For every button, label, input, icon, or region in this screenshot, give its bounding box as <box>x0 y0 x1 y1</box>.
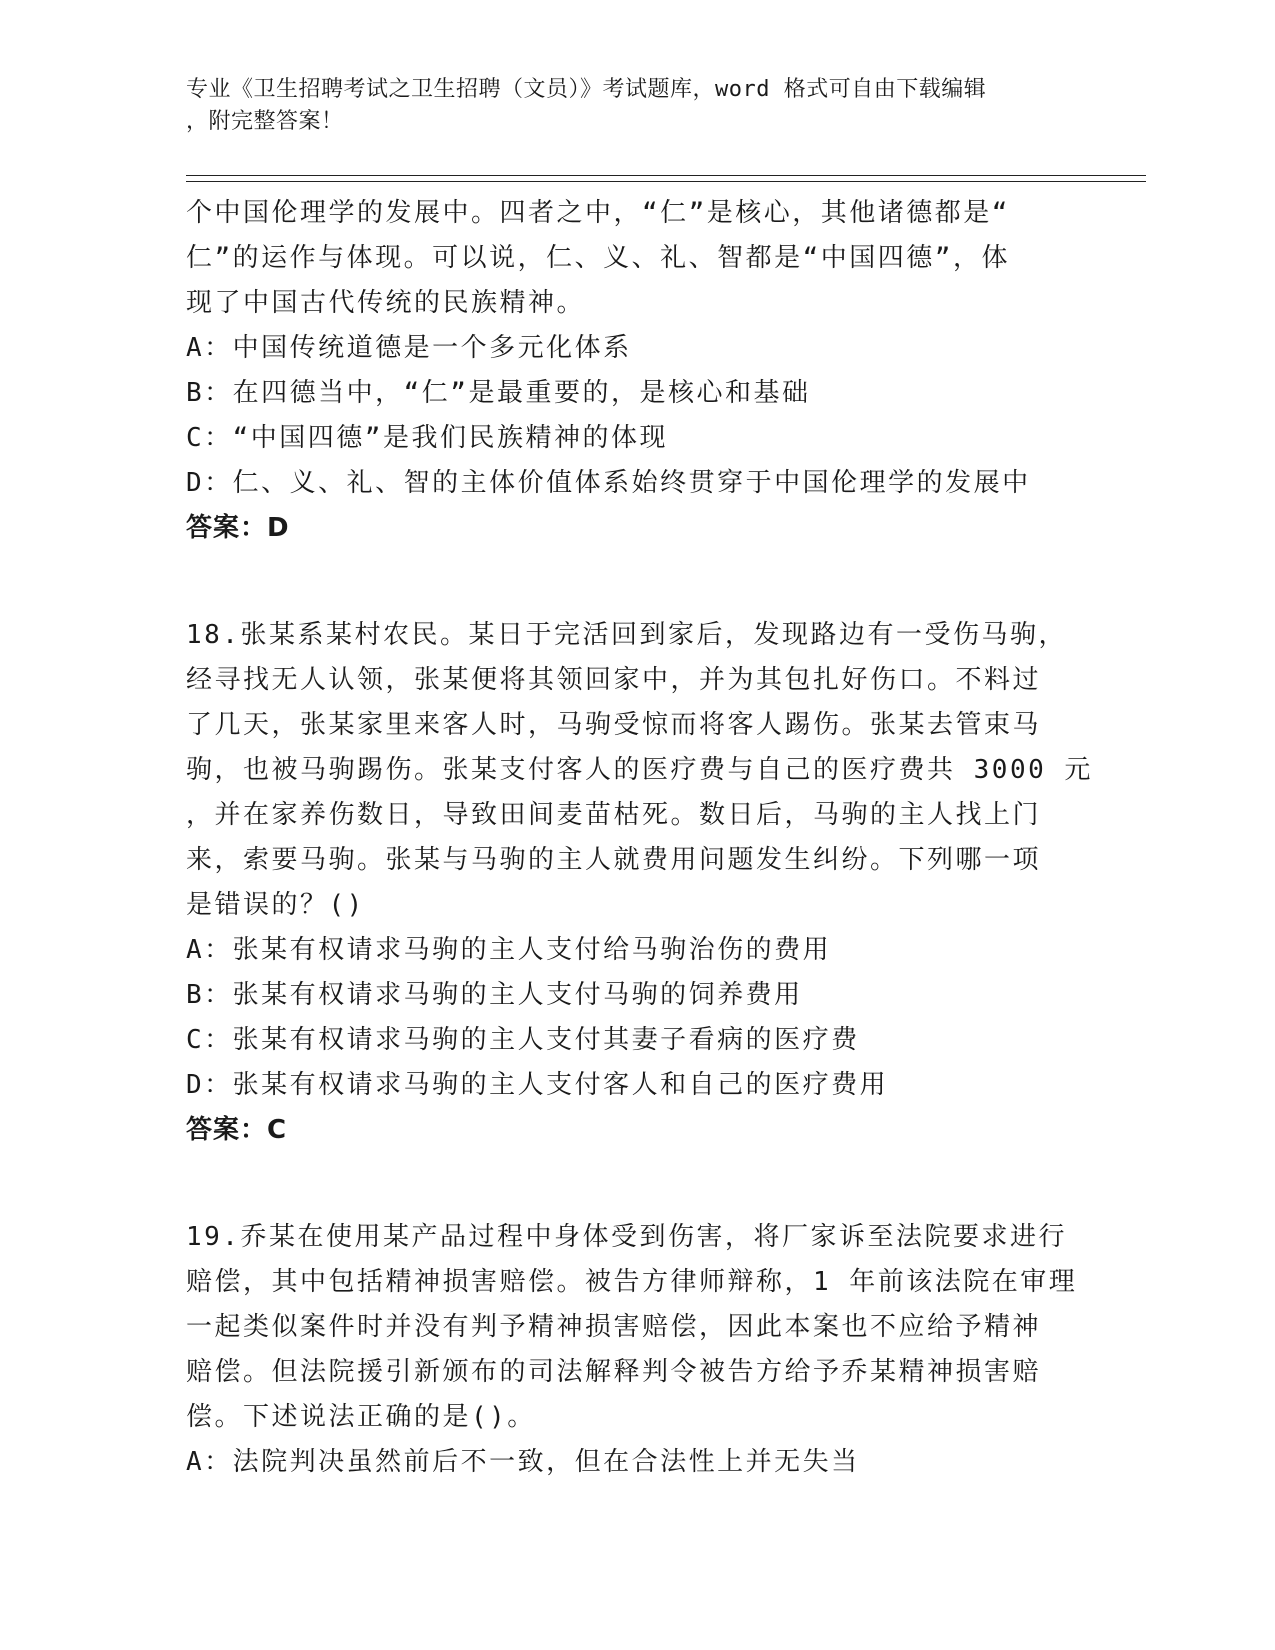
spacer <box>186 1153 1086 1215</box>
option-b: B：在四德当中，“仁”是最重要的，是核心和基础 <box>186 378 811 408</box>
document-body <box>186 191 1093 1485</box>
option-b: B：张某有权请求马驹的主人支付马驹的饲养费用 <box>186 980 803 1010</box>
header-line-1: 专业《卫生招聘考试之卫生招聘（文员）》考试题库，word 格式可自由下载编辑 <box>186 77 987 102</box>
question-stem-line: ，并在家养伤数日，导致田间麦苗枯死。数日后，马驹的主人找上门 <box>186 800 1042 830</box>
answer-label: 答案：D <box>186 513 290 543</box>
header-divider-bottom <box>186 181 1146 182</box>
question-stem-line: 现了中国古代传统的民族精神。 <box>186 288 586 318</box>
question-18 <box>186 613 1093 1153</box>
option-c: C：张某有权请求马驹的主人支付其妻子看病的医疗费 <box>186 1025 860 1055</box>
question-stem-line: 来，索要马驹。张某与马驹的主人就费用问题发生纠纷。下列哪一项 <box>186 845 1042 875</box>
option-a: A：张某有权请求马驹的主人支付给马驹治伤的费用 <box>186 935 832 965</box>
answer-label: 答案：C <box>186 1115 288 1145</box>
question-stem-line: 赔偿，其中包括精神损害赔偿。被告方律师辩称，1 年前该法院在审理 <box>186 1267 1078 1297</box>
question-stem-line: 偿。下述说法正确的是()。 <box>186 1402 536 1432</box>
question-stem-line: 经寻找无人认领，张某便将其领回家中，并为其包扎好伤口。不料过 <box>186 665 1042 695</box>
question-stem-line: 个中国伦理学的发展中。四者之中，“仁”是核心，其他诸德都是“ <box>186 198 1010 228</box>
document-header <box>186 74 1086 138</box>
option-a: A：中国传统道德是一个多元化体系 <box>186 333 632 363</box>
header-divider-top <box>186 175 1146 176</box>
question-19 <box>186 1215 1086 1485</box>
header-line-2: ，附完整答案！ <box>186 109 344 134</box>
question-stem-line: 19.乔某在使用某产品过程中身体受到伤害，将厂家诉至法院要求进行 <box>186 1222 1067 1252</box>
question-stem-line: 是错误的？() <box>186 890 365 920</box>
question-stem-line: 18.张某系某村农民。某日于完活回到家后，发现路边有一受伤马驹， <box>186 620 1067 650</box>
question-17 <box>186 191 1086 551</box>
question-stem-line: 一起类似案件时并没有判予精神损害赔偿，因此本案也不应给予精神 <box>186 1312 1042 1342</box>
option-a: A：法院判决虽然前后不一致，但在合法性上并无失当 <box>186 1447 860 1477</box>
question-stem-line: 赔偿。但法院援引新颁布的司法解释判令被告方给予乔某精神损害赔 <box>186 1357 1042 1387</box>
option-d: D：张某有权请求马驹的主人支付客人和自己的医疗费用 <box>186 1070 889 1100</box>
question-stem-line: 了几天，张某家里来客人时，马驹受惊而将客人踢伤。张某去管束马 <box>186 710 1042 740</box>
question-stem-line: 驹，也被马驹踢伤。张某支付客人的医疗费与自己的医疗费共 3000 元 <box>186 755 1093 785</box>
question-stem-line: 仁”的运作与体现。可以说，仁、义、礼、智都是“中国四德”，体 <box>186 243 1010 273</box>
option-c: C：“中国四德”是我们民族精神的体现 <box>186 423 668 453</box>
spacer <box>186 551 1086 613</box>
option-d: D：仁、义、礼、智的主体价值体系始终贯穿于中国伦理学的发展中 <box>186 468 1031 498</box>
